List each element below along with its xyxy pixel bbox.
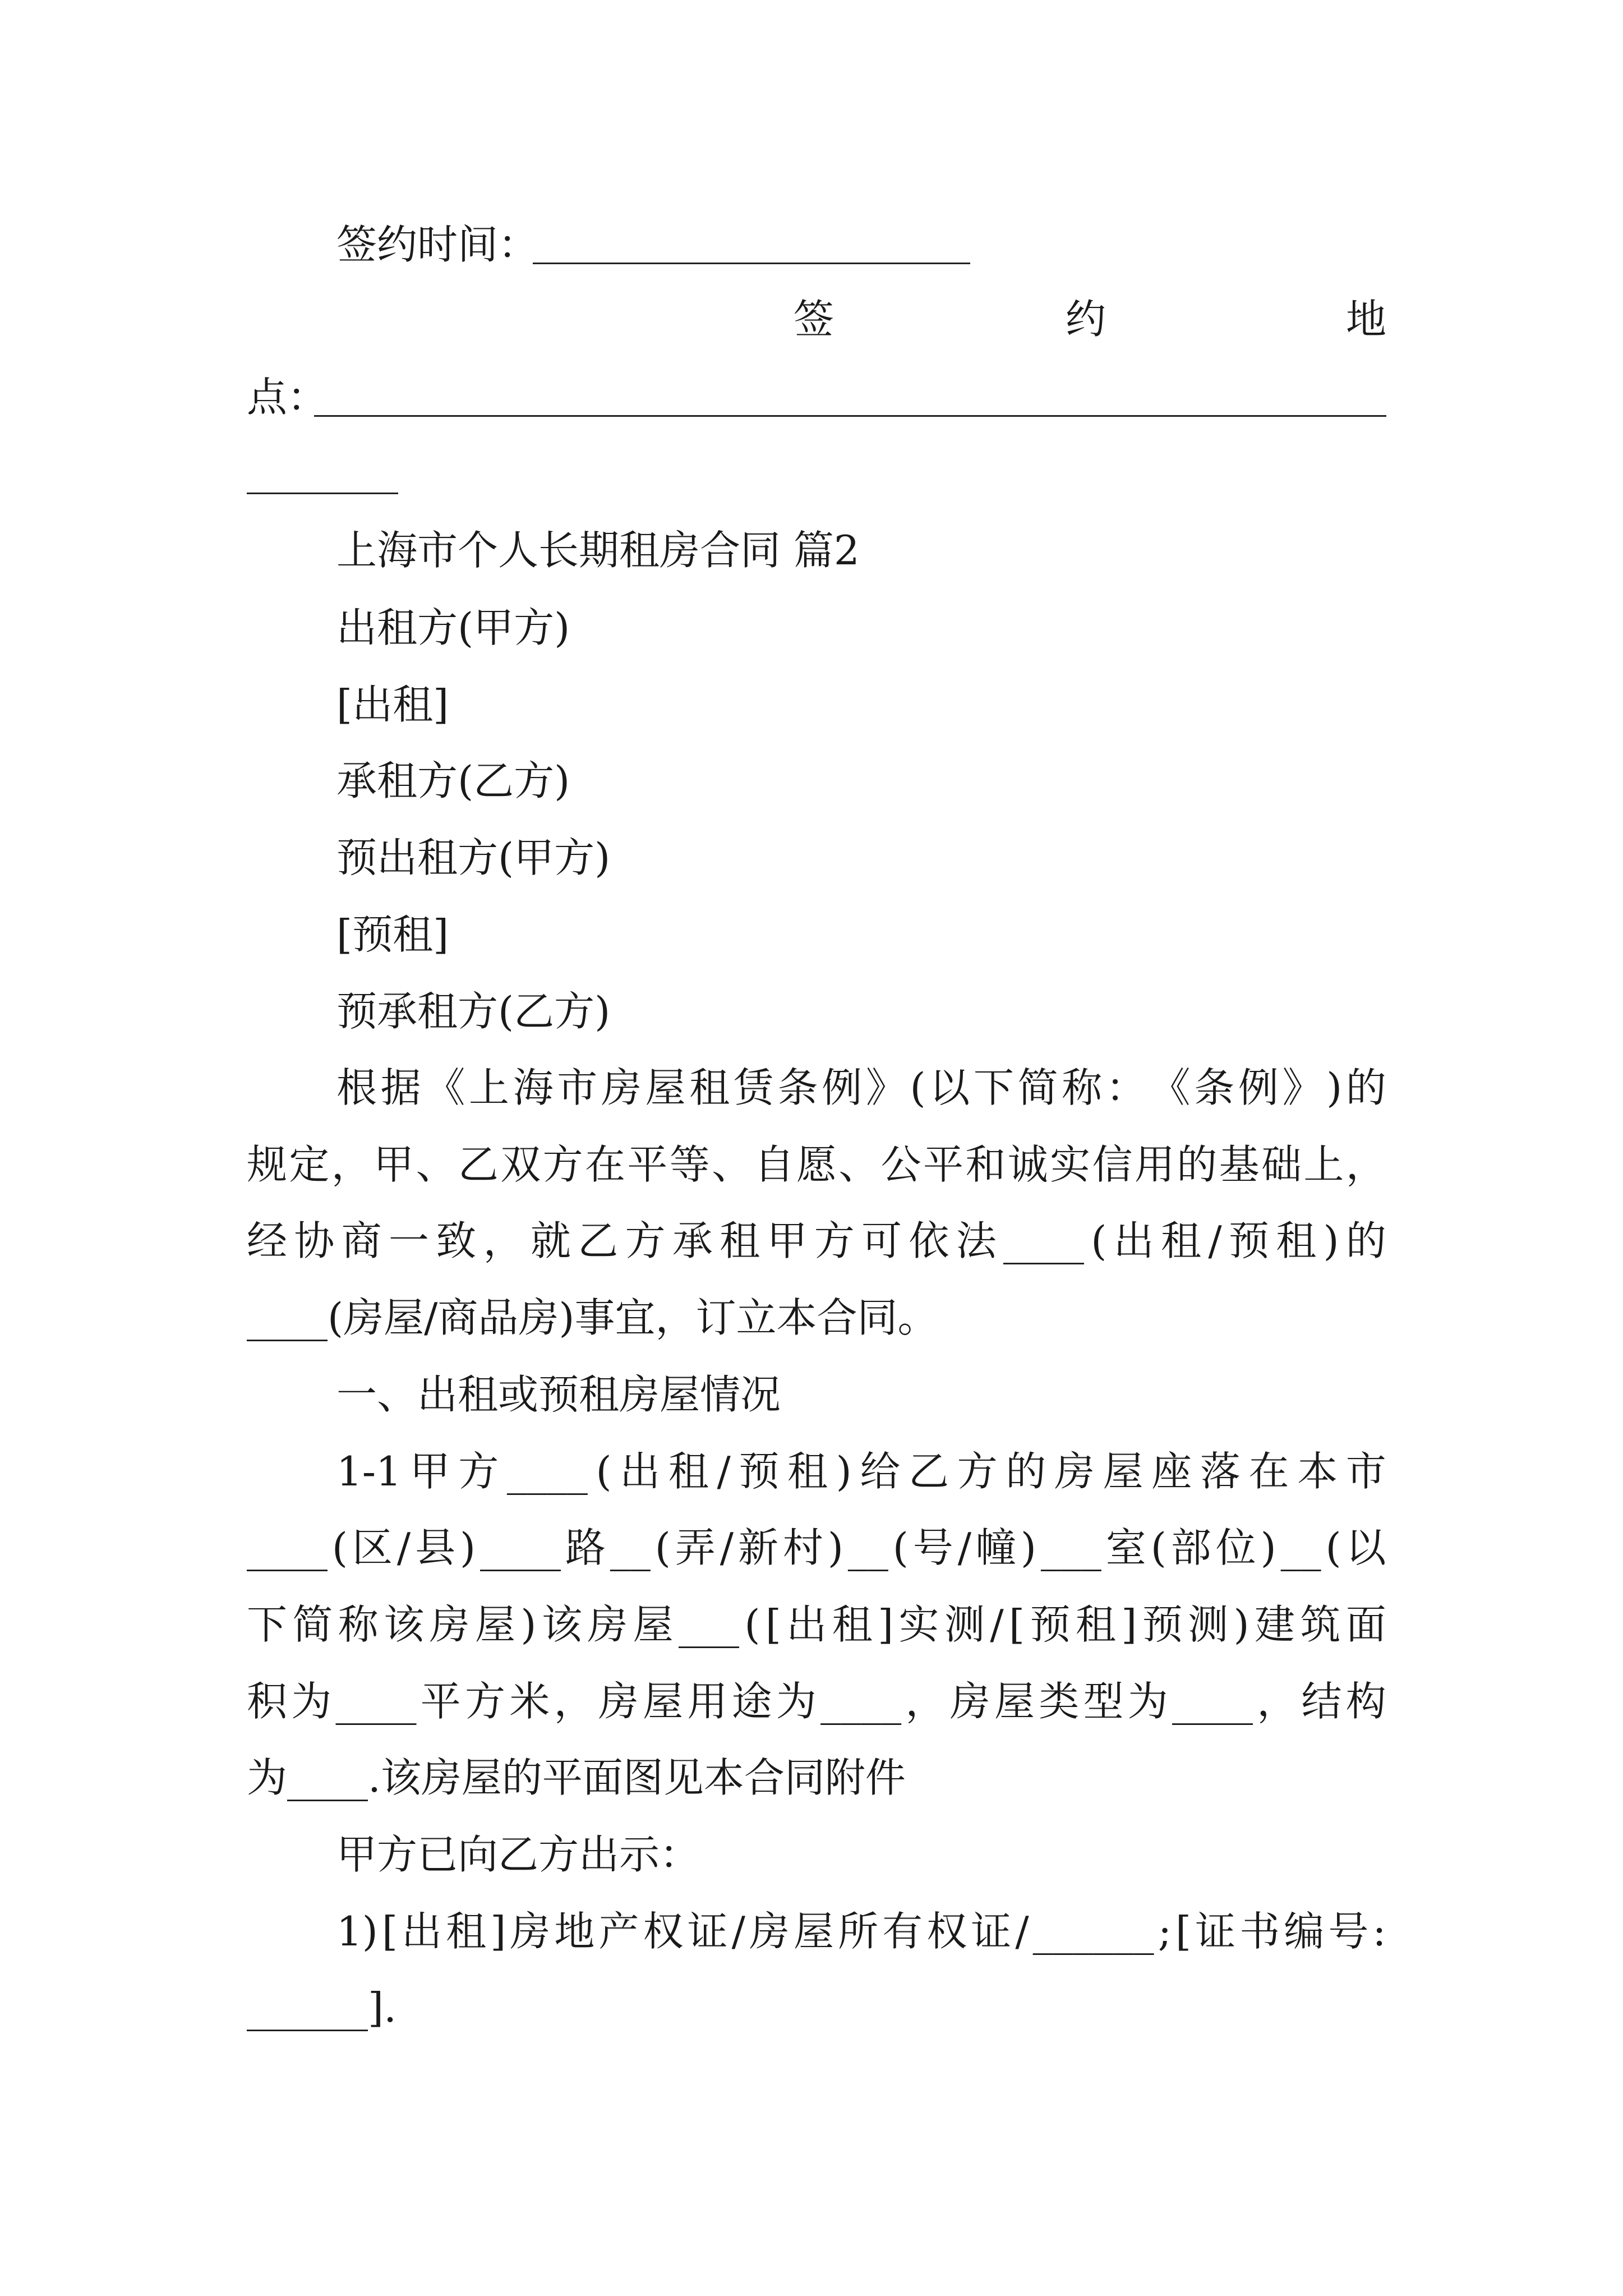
party-lease-tag: [出租]	[336, 681, 449, 728]
text-char: 编	[1284, 1908, 1325, 1955]
text-char: 方	[625, 1217, 666, 1264]
text-char: (	[1150, 1524, 1166, 1571]
text-char: )	[1323, 1217, 1339, 1264]
text-char: 房	[598, 1678, 639, 1725]
text-char: 产	[598, 1908, 639, 1955]
text-char: 出	[786, 1601, 827, 1648]
text-char: 证	[687, 1908, 728, 1955]
text-char: /	[396, 1524, 411, 1571]
text-char: 所	[838, 1908, 879, 1955]
text-char: ____	[335, 1678, 417, 1725]
text-char: 据	[380, 1064, 421, 1111]
text-char: 屋	[794, 1908, 834, 1955]
text-char: 甲	[374, 1141, 414, 1188]
text-char: /	[1208, 1217, 1222, 1264]
text-char: /	[731, 1908, 745, 1955]
text-char: (	[1325, 1524, 1341, 1571]
text-char: (	[1091, 1217, 1107, 1264]
text-char: 筑	[1300, 1601, 1341, 1648]
text-char: 证	[1195, 1908, 1236, 1955]
text-char: 、	[416, 1141, 457, 1188]
text-char: 可	[861, 1217, 902, 1264]
text-char: 租	[787, 1448, 828, 1495]
text-char: 测	[944, 1601, 985, 1648]
text-char: 权	[643, 1908, 684, 1955]
text-char: )	[827, 1524, 843, 1571]
text-char: 赁	[733, 1064, 774, 1111]
text-char: /	[720, 1524, 734, 1571]
text-char: 租	[1276, 1217, 1317, 1264]
text-char: 以	[929, 1064, 970, 1111]
text-char: 称	[338, 1601, 379, 1648]
text-char: 双	[500, 1141, 541, 1188]
text-char: 预	[1228, 1217, 1269, 1264]
text-char: 出	[1113, 1217, 1154, 1264]
text-char: 乙	[909, 1448, 949, 1495]
text-char: ___	[1040, 1524, 1101, 1571]
text-char: 用	[687, 1678, 728, 1725]
text-char: 础	[1261, 1141, 1302, 1188]
text-char: 权	[926, 1908, 967, 1955]
item-1-line-2: ______].	[247, 1984, 396, 2031]
text-char: 房	[429, 1601, 470, 1648]
text-char: ___	[678, 1601, 739, 1648]
text-char: 路	[565, 1524, 606, 1571]
text-char: 号	[1328, 1908, 1369, 1955]
text-char: 基	[1219, 1141, 1260, 1188]
text-char: 租	[689, 1064, 730, 1111]
text-char: 《	[425, 1064, 465, 1111]
text-char: 屋	[645, 1064, 686, 1111]
text-char: 乙	[458, 1141, 499, 1188]
text-char: ，	[554, 1678, 594, 1725]
text-char: __	[847, 1524, 888, 1571]
text-char: 为	[1127, 1678, 1168, 1725]
text-char: ____	[1003, 1217, 1084, 1264]
signing-place-blank	[314, 415, 1386, 417]
text-char: ____	[247, 1524, 328, 1571]
text-char: 米	[509, 1678, 550, 1725]
text-char: 实	[898, 1601, 939, 1648]
text-char: 上	[1303, 1141, 1344, 1188]
text-char: 下	[973, 1064, 1014, 1111]
text-char: 为	[776, 1678, 817, 1725]
text-char: __	[610, 1524, 651, 1571]
text-char: 实	[1050, 1141, 1091, 1188]
text-char: 方	[957, 1448, 998, 1495]
text-char: 方	[814, 1217, 855, 1264]
clause-1-1-line-1	[336, 1448, 1386, 1495]
text-char: 的	[1177, 1141, 1218, 1188]
text-char: 房	[510, 1908, 551, 1955]
text-char: )	[1020, 1524, 1036, 1571]
preamble-line-1	[336, 1064, 1386, 1111]
party-lessor: 出租方(甲方)	[336, 604, 570, 651]
text-char: 协	[294, 1217, 335, 1264]
text-char: 1)	[336, 1908, 378, 1955]
text-char: 乙	[578, 1217, 619, 1264]
text-char: 途	[731, 1678, 772, 1725]
text-char: 屋	[1103, 1448, 1144, 1495]
text-char: 依	[909, 1217, 949, 1264]
text-char: 的	[1006, 1448, 1046, 1495]
signing-place-blank-cont	[247, 493, 398, 494]
signing-place-char-2: 约	[1066, 296, 1106, 343]
text-char: 房	[749, 1908, 790, 1955]
text-char: 构	[1345, 1678, 1386, 1725]
text-char: ____	[480, 1524, 561, 1571]
text-char: ，	[483, 1217, 524, 1264]
text-char: :	[1372, 1908, 1386, 1955]
text-char: 和	[965, 1141, 1006, 1188]
signing-place-char-1: 签	[794, 296, 834, 343]
text-char: 在	[1248, 1448, 1289, 1495]
text-char: 型	[1083, 1678, 1124, 1725]
text-char: 部	[1170, 1524, 1211, 1571]
text-char: 信	[1092, 1141, 1133, 1188]
text-char: 房	[949, 1678, 990, 1725]
text-char: 等	[669, 1141, 710, 1188]
text-char: 下	[247, 1601, 288, 1648]
text-char: /	[1015, 1908, 1029, 1955]
text-char: 商	[341, 1217, 382, 1264]
text-char: 县	[415, 1524, 456, 1571]
text-char: )	[836, 1448, 852, 1495]
text-char: 建	[1254, 1601, 1295, 1648]
text-char: ____	[506, 1448, 588, 1495]
text-char: 租	[720, 1217, 760, 1264]
text-char: 给	[860, 1448, 901, 1495]
text-char: ，	[905, 1678, 946, 1725]
text-char: 规	[247, 1141, 288, 1188]
text-char: 、	[838, 1141, 879, 1188]
section-title: 上海市个人长期租房合同 篇2	[336, 527, 860, 574]
text-char: ______	[1032, 1908, 1154, 1955]
text-char: 、	[712, 1141, 753, 1188]
text-char: 条	[777, 1064, 818, 1111]
text-char: ，	[331, 1141, 372, 1188]
text-char: 地	[554, 1908, 595, 1955]
text-char: 租	[446, 1908, 487, 1955]
text-char: 村	[782, 1524, 823, 1571]
text-char: 海	[513, 1064, 554, 1111]
clause-1-1-line-3	[247, 1601, 1386, 1648]
text-char: 市	[557, 1064, 598, 1111]
item-1-line-1	[336, 1908, 1386, 1955]
signing-time-blank	[533, 263, 970, 264]
text-char: 在	[585, 1141, 626, 1188]
text-char: (	[892, 1524, 909, 1571]
text-char: 幢	[975, 1524, 1016, 1571]
text-char: 》	[865, 1064, 906, 1111]
text-char: 证	[971, 1908, 1012, 1955]
text-char: ]	[878, 1601, 894, 1648]
text-char: )	[460, 1524, 476, 1571]
text-char: 结	[1301, 1678, 1342, 1725]
signing-place-char-3: 地	[1346, 296, 1387, 343]
shown-documents-title: 甲方已向乙方出示：	[336, 1831, 700, 1878]
text-char: [	[1175, 1908, 1192, 1955]
text-char: ____	[1172, 1678, 1253, 1725]
text-char: 的	[1345, 1217, 1386, 1264]
text-char: 该	[384, 1601, 425, 1648]
text-char: 定	[289, 1141, 330, 1188]
text-char: ]	[490, 1908, 506, 1955]
text-char: 称	[1062, 1064, 1103, 1111]
text-char: 房	[1054, 1448, 1095, 1495]
text-char: 出	[620, 1448, 661, 1495]
text-char: ____	[820, 1678, 902, 1725]
clause-1-1-line-5: 为____.该房屋的平面图见本合同附件	[247, 1754, 906, 1801]
text-char: (	[331, 1524, 348, 1571]
text-char: 1-1	[336, 1448, 402, 1495]
text-char: 区	[352, 1524, 393, 1571]
text-char: 室	[1105, 1524, 1146, 1571]
text-char: 预	[739, 1448, 780, 1495]
clause-1-1-line-2	[247, 1524, 1386, 1571]
text-char: )	[520, 1601, 537, 1648]
text-char: 房	[587, 1601, 628, 1648]
text-char: [	[381, 1908, 398, 1955]
preamble-line-4: ____(房屋/商品房)事宜，订立本合同。	[247, 1294, 938, 1341]
text-char: ]	[1121, 1601, 1137, 1648]
text-char: 弄	[675, 1524, 716, 1571]
text-char: 平	[420, 1678, 461, 1725]
text-char: [	[765, 1601, 781, 1648]
text-char: 简	[292, 1601, 333, 1648]
text-char: 屋	[474, 1601, 515, 1648]
text-char: 面	[1345, 1601, 1386, 1648]
text-char: 有	[882, 1908, 923, 1955]
text-char: 积	[247, 1678, 288, 1725]
text-char: 的	[1345, 1064, 1386, 1111]
section-1-title: 一、出租或预租房屋情况	[336, 1371, 781, 1418]
text-char: [	[1008, 1601, 1025, 1648]
text-char: 屋	[994, 1678, 1035, 1725]
text-char: 致	[436, 1217, 477, 1264]
clause-1-1-line-4	[247, 1678, 1386, 1725]
text-char: 位	[1215, 1524, 1256, 1571]
text-char: 租	[832, 1601, 873, 1648]
text-char: 例	[822, 1064, 863, 1111]
text-char: 以	[1345, 1524, 1386, 1571]
text-char: 甲	[409, 1448, 450, 1495]
text-char: 方	[542, 1141, 583, 1188]
text-char: 用	[1134, 1141, 1175, 1188]
text-char: 《	[1150, 1064, 1191, 1111]
text-char: 书	[1239, 1908, 1280, 1955]
text-char: 诚	[1007, 1141, 1048, 1188]
text-char: 根	[336, 1064, 377, 1111]
text-char: 一	[388, 1217, 429, 1264]
text-char: )	[1260, 1524, 1276, 1571]
text-char: 》	[1282, 1064, 1323, 1111]
text-char: 方	[465, 1678, 506, 1725]
text-char: 号	[912, 1524, 953, 1571]
text-char: 租	[1075, 1601, 1116, 1648]
text-char: 条	[1194, 1064, 1235, 1111]
text-char: 平	[627, 1141, 668, 1188]
text-char: ;	[1158, 1908, 1172, 1955]
text-char: 房	[601, 1064, 642, 1111]
text-char: 就	[530, 1217, 571, 1264]
text-char: (	[654, 1524, 671, 1571]
text-char: 本	[1297, 1448, 1338, 1495]
text-char: 例	[1238, 1064, 1279, 1111]
text-char: 租	[1161, 1217, 1202, 1264]
text-char: 该	[541, 1601, 582, 1648]
text-char: 屋	[643, 1678, 684, 1725]
text-char: 自	[754, 1141, 795, 1188]
signing-time-label: 签约时间：	[336, 221, 539, 268]
text-char: 租	[668, 1448, 709, 1495]
text-char: __	[1280, 1524, 1321, 1571]
party-pre-lease-tag: [预租]	[336, 911, 449, 958]
text-char: 上	[468, 1064, 509, 1111]
text-char: 预	[1142, 1601, 1183, 1648]
text-char: ：	[1105, 1064, 1146, 1111]
text-char: 座	[1151, 1448, 1192, 1495]
text-char: 类	[1039, 1678, 1080, 1725]
text-char: /	[990, 1601, 1004, 1648]
text-char: 落	[1200, 1448, 1241, 1495]
text-char: 新	[737, 1524, 778, 1571]
text-char: 方	[458, 1448, 499, 1495]
text-char: /	[717, 1448, 731, 1495]
party-pre-lessee: 预承租方(乙方)	[336, 988, 611, 1035]
text-char: ，	[1345, 1141, 1386, 1188]
text-char: 平	[923, 1141, 964, 1188]
text-char: 为	[291, 1678, 332, 1725]
text-char: 出	[402, 1908, 442, 1955]
text-char: 公	[880, 1141, 921, 1188]
preamble-line-3	[247, 1217, 1386, 1264]
text-char: )	[1233, 1601, 1249, 1648]
signing-place-label-end: 点：	[247, 374, 328, 421]
text-char: (	[744, 1601, 760, 1648]
text-char: (	[910, 1064, 926, 1111]
text-char: 屋	[633, 1601, 674, 1648]
text-char: 经	[247, 1217, 288, 1264]
text-char: 愿	[796, 1141, 837, 1188]
party-lessee: 承租方(乙方)	[336, 757, 570, 804]
text-char: ，	[1257, 1678, 1298, 1725]
text-char: /	[957, 1524, 971, 1571]
text-char: 承	[672, 1217, 713, 1264]
text-char: 甲	[767, 1217, 808, 1264]
text-char: 法	[956, 1217, 997, 1264]
text-char: )	[1326, 1064, 1343, 1111]
text-char: 简	[1017, 1064, 1058, 1111]
party-pre-lessor: 预出租方(甲方)	[336, 834, 611, 881]
text-char: 预	[1030, 1601, 1071, 1648]
preamble-line-2	[247, 1141, 1386, 1188]
text-char: (	[596, 1448, 612, 1495]
text-char: 测	[1188, 1601, 1229, 1648]
text-char: 市	[1345, 1448, 1386, 1495]
